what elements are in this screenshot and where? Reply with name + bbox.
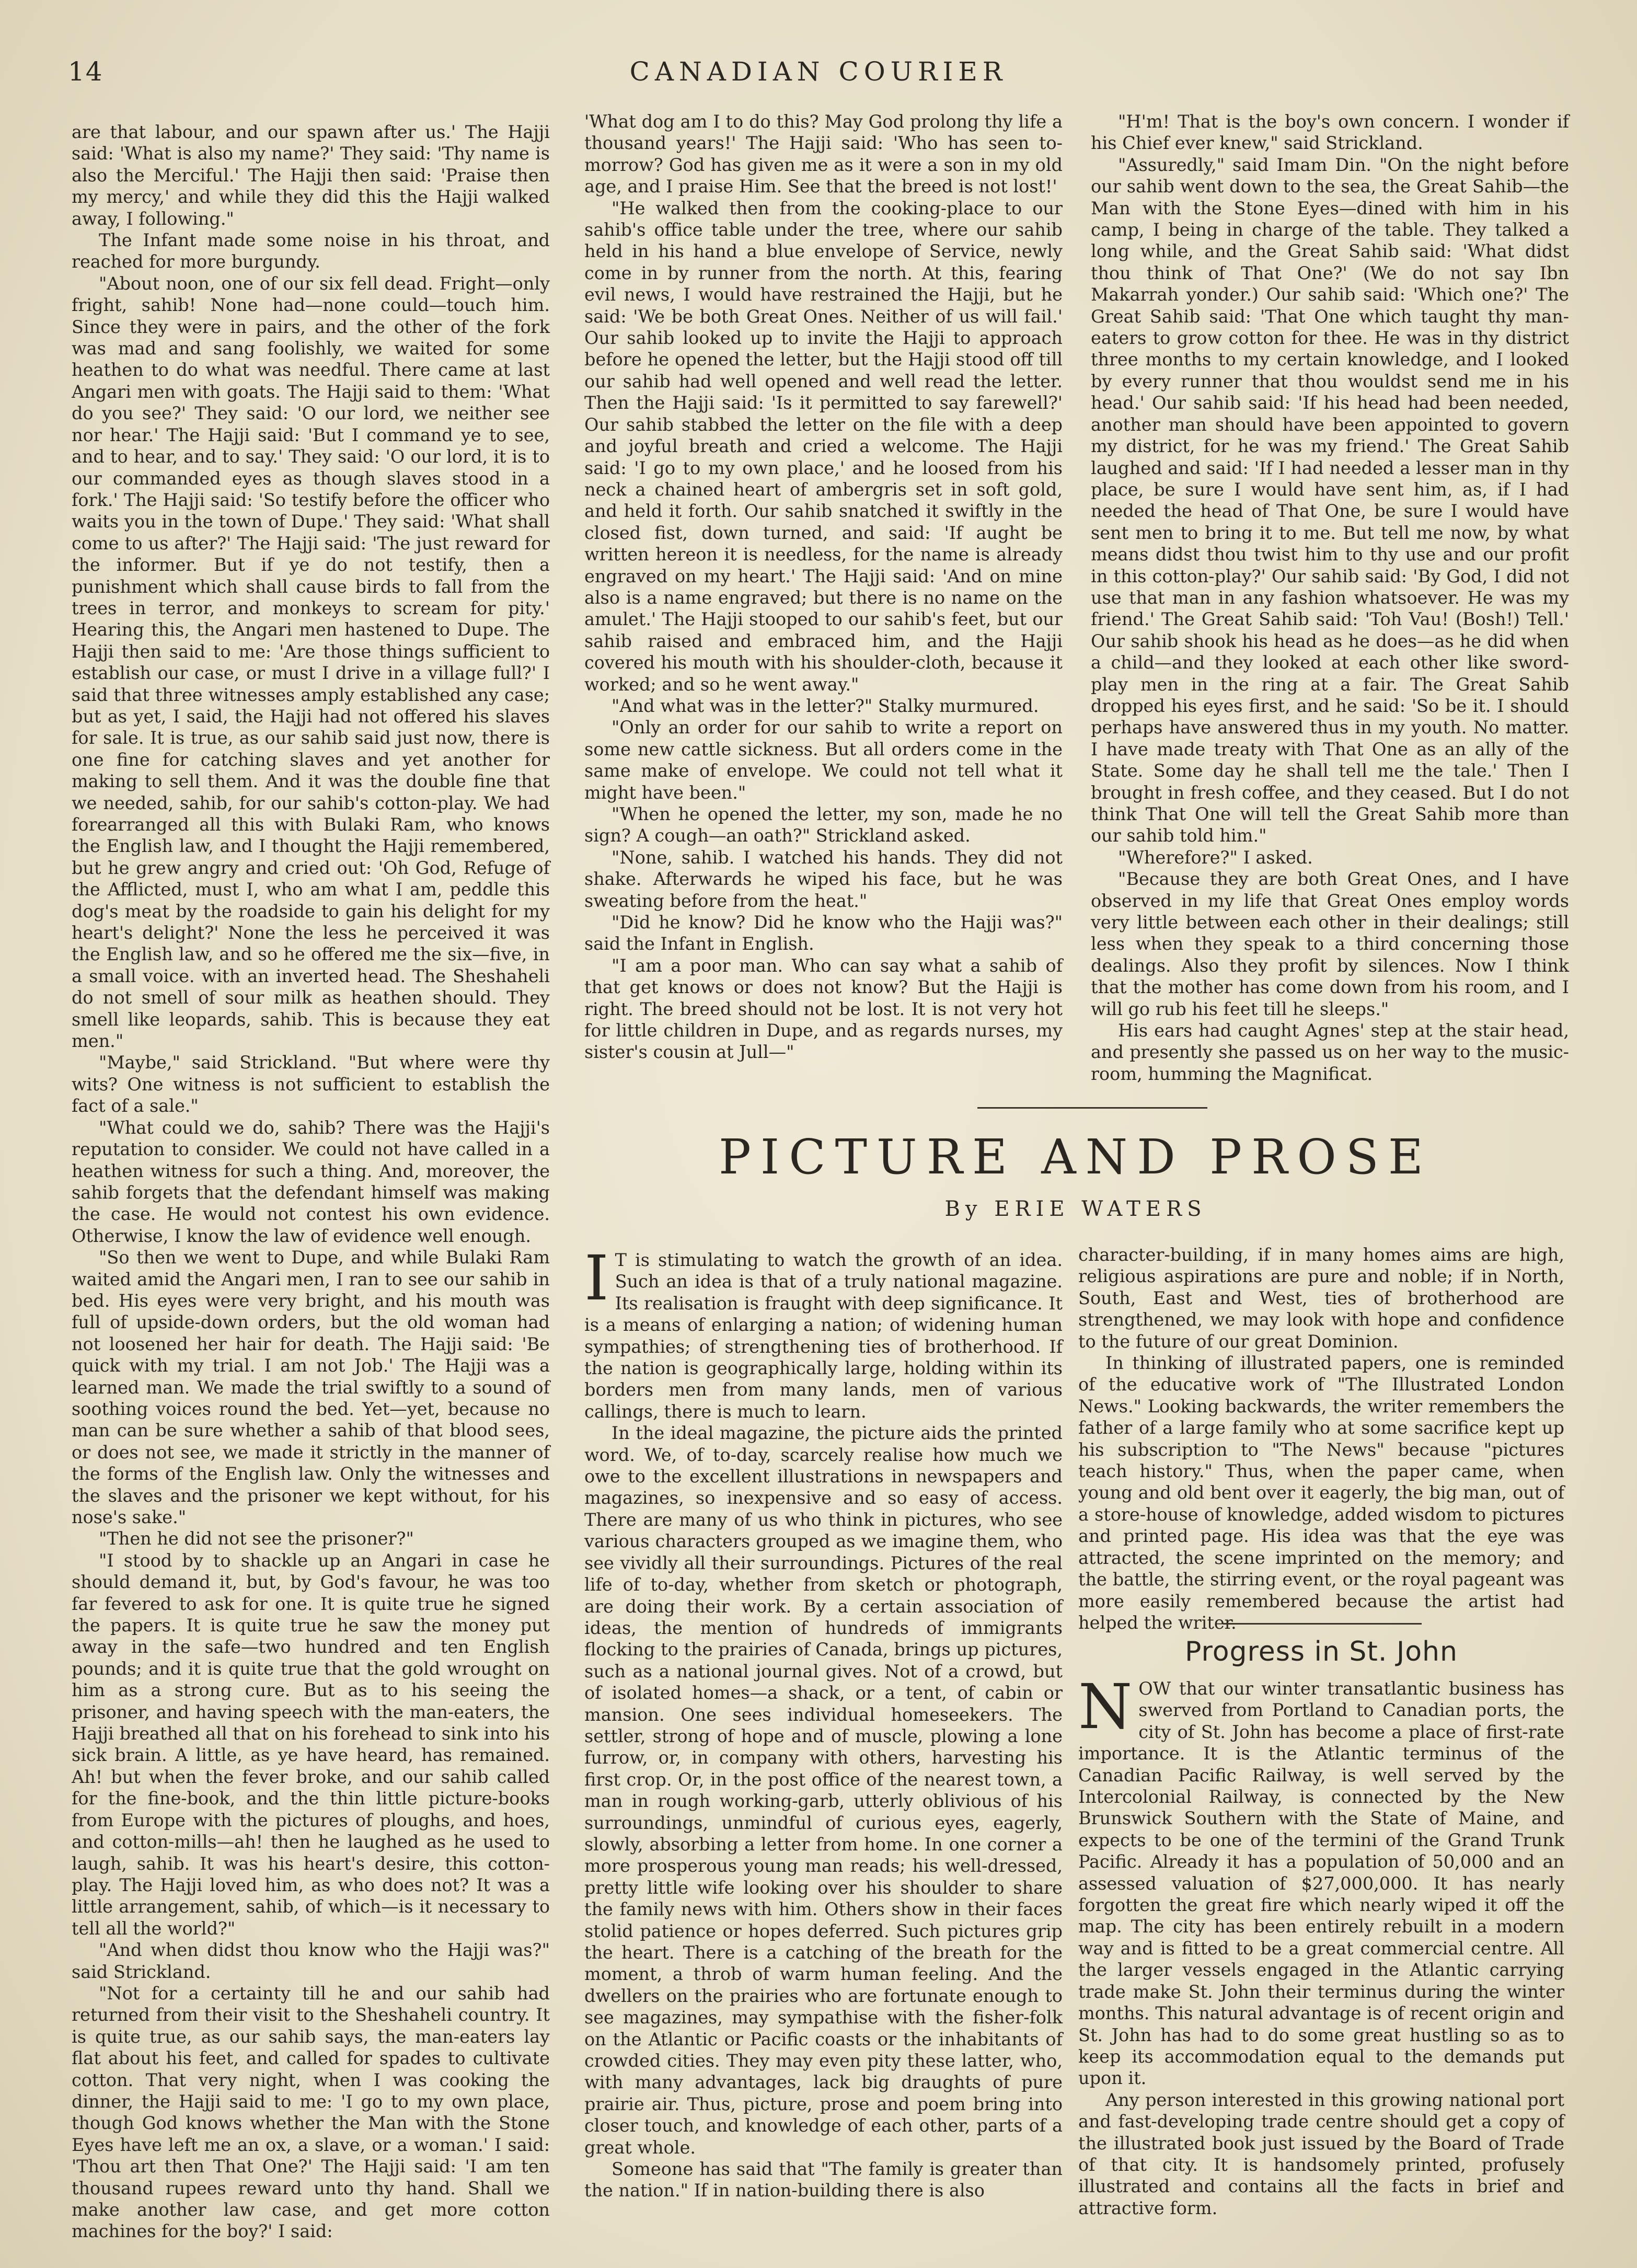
paragraph-text: OW that our winter transatlantic business has swerved from Portland to Canadian ports, the city of St. John has become a place of first-rate importance. It is the Atlantic terminus of the Canadian Pacific Railway, is well served by the Intercolonial Railway, is connected by the New Brunswick Southern with the State of Maine, and expects to be one of the termini of the Grand Trunk Pacific. Already it has a population of 50,000 and an assessed valuation of $27,000,000. It has nearly forgotten the great fire which nearly wiped it off the map. The city has been entirely rebuilt in a modern way and is fitted to be a great commercial centre. All the larger vessels engaged in the Atlantic carrying trade make St. John their terminus during the winter months. This natural advantage is of recent origin and St. John has had to do some great hustling so as to keep its accommodation equal to the demands put upon it.	[1078, 1678, 1564, 2089]
paragraph: "I am a poor man. Who can say what a sahib of that get knows or does not know? But the Hajji is right. The breed should not be lost. It is not very hot for little children in Dupe, and as regards nurses, my sister's cousin at Jull—"	[584, 955, 1063, 1063]
paragraph: "Did he know? Did he know who the Hajji was?" said the Infant in English.	[584, 912, 1063, 954]
paragraph: "About noon, one of our six fell dead. Fright—only fright, sahib! None had—none could—touch him. Since they were in pairs, and the other of the fork was mad and sang foolishly, we waited for some heathen to do what was needful. There came at last Angari men with goats. The Hajji said to them: 'What do you see?' They said: 'O our lord, we neither see nor hear.' The Hajji said: 'But I command ye to see, and to hear, and to say.' They said: 'O our lord, it is to our commanded eyes as though slaves stood in a fork.' The Hajji said: 'So testify before the officer who waits you in the town of Dupe.' They said: 'What shall come to us after?' The Hajji said: 'The just reward for the informer. But if ye do not testify, then a punishment which shall cause birds to fall from the trees in terror, and monkeys to scream for pity.' Hearing this, the Angari men hastened to Dupe. The Hajji then said to me: 'Are those things sufficient to establish our case, or must I drive in a village full?' I said that three witnesses amply established any case; but as yet, I said, the Hajji had not offered his slaves for sale. It is true, as our sahib said just now, there is one fine for catching slaves and yet another for making to sell them. And it was the double fine that we needed, sahib, for our sahib's cotton-play. We had forearranged all this with Bulaki Ram, who knows the English law, and I thought the Hajji remembered, but he grew angry and cried out: 'Oh God, Refuge of the Afflicted, must I, who am what I am, peddle this dog's meat by the roadside to gain his delight for my heart's delight?' None the less he perceived it was the English law, and so he offered me the six—five, in a small voice. with an inverted head. The Sheshaheli do not smell of sour milk as heathen should. They smell like leopards, sahib. This is because they eat men."	[72, 273, 550, 1052]
paragraph: "Then he did not see the prisoner?"	[99, 1528, 414, 1549]
paragraph: "None, sahib. I watched his hands. They did not shake. Afterwards he wiped his face, but he was sweating before from the heat."	[584, 847, 1063, 911]
drop-cap: N	[1078, 1671, 1133, 1743]
journal-name: CANADIAN COURIER	[629, 56, 1008, 87]
story-column-2	[584, 111, 1063, 1114]
story-column-1	[72, 121, 550, 2242]
paragraph: are that labour, and our spawn after us.' The Hajji said: 'What is also my name?' They said: 'Thy name is also the Merciful.' The Hajji then said: 'Praise then my mercy,' and while they did this the Hajji walked away, I following."	[72, 122, 550, 229]
paragraph: "Wherefore?" I asked.	[1118, 847, 1313, 868]
paragraph-text: T is stimulating to watch the growth of an idea. Such an idea is that of a truly national magazine. Its realisation is fraught with deep significance. It is a means of enlarging a nation; of widening human sympathies; of strengthening ties of brotherhood. If the nation is geographically large, holding within its borders men from many lands, men of various callings, there is much to learn.	[584, 1250, 1063, 1422]
paragraph: Any person interested in this growing national port and fast-developing trade centre should get a copy of the illustrated book just issued by the Board of Trade of that city. It is handsomely printed, profusely illustrated and contains all the facts in brief and attractive form.	[1078, 2089, 1564, 2218]
drop-cap: I	[584, 1242, 609, 1314]
story-column-3	[1091, 111, 1569, 1088]
paragraph: "He walked then from the cooking-place to our sahib's office table under the tree, where our sahib held in his hand a blue envelope of Service, newly come in by runner from the north. At this, fearing evil news, I would have restrained the Hajji, but he said: 'We be both Great Ones. Neither of us will fail.' Our sahib looked up to invite the Hajji to approach before he opened the letter, but the Hajji stood off till our sahib had well opened and well read the letter. Then the Hajji said: 'Is it permitted to say farewell?' Our sahib stabbed the letter on the file with a deep and joyful breath and cried a welcome. The Hajji said: 'I go to my own place,' and he loosed from his neck a chained heart of ambergris set in soft gold, and held it forth. Our sahib snatched it swiftly in the closed fist, down turned, and said: 'If aught be written hereon it is needless, for the name is already engraved on my heart.' The Hajji said: 'And on mine also is a name engraved; but there is no name on the amulet.' The Hajji stooped to our sahib's feet, but our sahib raised and embraced him, and the Hajji covered his mouth with his shoulder-cloth, because it worked; and so he went away."	[584, 198, 1063, 695]
paragraph: "And what was in the letter?" Stalky murmured.	[612, 695, 1039, 716]
paragraph: 'What dog am I to do this? May God prolong thy life a thousand years!' The Hajji said: 'Who has seen to-morrow? God has given me as it were a son in my old age, and I praise Him. See that the breed is not lost!'	[584, 111, 1063, 197]
paragraph: "Maybe," said Strickland. "But where were thy wits? One witness is not sufficient to establish the fact of a sale."	[72, 1052, 550, 1116]
page-number: 14	[68, 56, 103, 87]
paragraph	[1078, 1671, 1564, 2089]
paragraph: "What could we do, sahib? There was the Hajji's reputation to consider. We could not have called in a heathen witness for such a thing. And, moreover, the sahib forgets that the defendant himself was making the case. He would not contest his own evidence. Otherwise, I know the law of evidence well enough.	[72, 1117, 550, 1246]
page-header	[68, 56, 1569, 103]
article-title: PICTURE AND PROSE	[719, 1129, 1433, 1185]
article-column-1	[584, 1242, 1063, 2211]
paragraph: "Not for a certainty till he and our sahib had returned from their visit to the Sheshaheli country. It is quite true, as our sahib says, the man-eaters lay flat about his feet, and called for spades to cultivate cotton. That very night, when I was cooking the dinner, the Hajji said to me: 'I go to my own place, though God knows whether the Man with the Stone Eyes have left me an ox, a slave, or a woman.' I said: 'Thou art then That One?' The Hajji said: 'I am ten thousand rupees reward unto thy hand. Shall we make another law case, and get more cotton machines for the boy?' I said:	[72, 1983, 550, 2242]
paragraph: "And when didst thou know who the Hajji was?" said Strickland.	[72, 1940, 550, 1982]
section-divider	[977, 1107, 1207, 1109]
paragraph: His ears had caught Agnes' step at the stair head, and presently she passed us on her way to the music-room, humming the Magnificat.	[1091, 1020, 1569, 1084]
paragraph: In the ideal magazine, the picture aids the printed word. We, of to-day, scarcely realise how much we owe to the excellent illustrations in newspapers and magazines, so inexpensive and so easy of access. There are many of us who think in pictures, who see various characters grouped as we imagine them, who see vividly all their surroundings. Pictures of the real life of to-day, whether from sketch or photograph, are doing their work. By a certain association of ideas, the mention of hundreds of immigrants flocking to the prairies of Canada, brings up pictures, such as a national journal gives. Not of a crowd, but of isolated homes—a shack, or a tent, of cabin or mansion. One sees individual homeseekers. The settler, strong of hope and of muscle, plowing a lone furrow, or, in company with others, harvesting his first crop. Or, in the post office of the nearest town, a man in rough working-garb, utterly oblivious of his surroundings, unmindful of curious eyes, eagerly, slowly, absorbing a letter from home. In one corner a more prosperous young man reads; his well-dressed, pretty little wife looking over his shoulder to share the family news with him. Others show in their faces stolid patience or hopes deferred. Such pictures grip the heart. There is a catching of the breath for the moment, a throb of warm human feeling. And the dwellers on the prairies who are fortunate enough to see magazines, may sympathise with the fisher-folk on the Atlantic or Pacific coasts or the inhabitants of crowded cities. They may even pity these latter, who, with many advantages, lack big draughts of pure prairie air. Thus, picture, prose and poem bring into closer touch, and knowledge of each other, parts of a great whole.	[584, 1423, 1063, 2158]
paragraph: "When he opened the letter, my son, made he no sign? A cough—an oath?" Strickland asked.	[584, 804, 1063, 846]
article-column-2	[1078, 1244, 1564, 1633]
paragraph: "H'm! That is the boy's own concern. I wonder if his Chief ever knew," said Strickland.	[1091, 111, 1569, 154]
paragraph: The Infant made some noise in his throat, and reached for more burgundy.	[72, 230, 550, 272]
article-byline: By ERIE WATERS	[944, 1197, 1207, 1221]
paragraph: "So then we went to Dupe, and while Bulaki Ram waited amid the Angari men, I ran to see our sahib in bed. His eyes were very bright, and his mouth was full of upside-down orders, but the old woman had not loosened her hair for death. The Hajji said: 'Be quick with my trial. I am not Job.' The Hajji was a learned man. We made the trial swiftly to a sound of soothing voices round the bed. Yet—yet, because no man can be sure whether a sahib of that blood sees, or does not see, we made it strictly in the manner of the forms of the English law. Only the witnesses and the slaves and the prisoner we kept without, for his nose's sake."	[72, 1247, 550, 1527]
paragraph: Someone has said that "The family is greater than the nation." If in nation-building there is also	[584, 2159, 1063, 2201]
paragraph: "Assuredly," said Imam Din. "On the night before our sahib went down to the sea, the Great Sahib—the Man with the Stone Eyes—dined with him in his camp, I being in charge of the table. They talked a long while, and the Great Sahib said: 'What didst thou think of That One?' (We do not say Ibn Makarrah yonder.) Our sahib said: 'Which one?' The Great Sahib said: 'That One which taught thy man-eaters to grow cotton for thee. He was in thy district three months to my certain knowledge, and I looked by every runner that thou wouldst send me in his head.' Our sahib said: 'If his head had been needed, another man should have been appointed to govern my district, for he was my friend.' The Great Sahib laughed and said: 'If I had needed a lesser man in thy place, be sure I would have sent him, as, if I had needed the head of That One, be sure I would have sent men to bring it to me. But tell me now, by what means didst thou twist him to thy use and our profit in this cotton-play?' Our sahib said: 'By God, I did not use that man in any fashion whatsoever. He was my friend.' The Great Sahib said: 'Toh Vau! (Bosh!) Tell.' Our sahib shook his head as he does—as he did when a child—and they looked at each other like sword-play men in the ring at a fair. The Great Sahib dropped his eyes first, and he said: 'So be it. I should perhaps have answered thus in my youth. No matter. I have made treaty with That One as an ally of the State. Some day he shall tell me the tale.' Then I brought in fresh coffee, and they ceased. But I do not think That One will tell the Great Sahib more than our sahib told him."	[1091, 154, 1569, 846]
paragraph: "Only an order for our sahib to write a report on some new cattle sickness. But all orders come in the same make of envelope. We could not tell what it might have been."	[584, 717, 1063, 803]
paragraph: "Because they are both Great Ones, and I have observed in my life that Great Ones employ words very little between each other in their dealings; still less when they speak to a third concerning those dealings. Also they profit by silences. Now I think that the mother has come down from his room, and I will go rub his feet till he sleeps."	[1091, 869, 1569, 1019]
section-title: Progress in St. John	[1185, 1636, 1458, 1667]
section-divider	[1223, 1623, 1422, 1625]
paragraph: In thinking of illustrated papers, one is reminded of the educative work of "The Illustrated London News." Looking backwards, the writer remembers the father of a large family who at some sacrifice kept up his subscription to "The News" because "pictures teach history." Thus, when the paper came, when young and old bent over it eagerly, the big man, out of a store-house of knowledge, added wisdom to pictures and printed page. His idea was that the eye was attracted, the scene imprinted on the memory; and the battle, the stirring event, or the royal pageant was more easily remembered because the artist had helped the writer.	[1078, 1353, 1564, 1633]
section-column	[1078, 1671, 1564, 2218]
paragraph: character-building, if in many homes aims are high, religious aspirations are pure and noble; if in North, South, East and West, ties of brotherhood are strengthened, we may look with hope and confidence to the future of our great Dominion.	[1078, 1245, 1564, 1352]
paragraph: "I stood by to shackle up an Angari in case he should demand it, but, by God's favour, he was too far fevered to ask for one. It is quite true he signed the papers. It is quite true he saw the money put away in the safe—two hundred and ten English pounds; and it is quite true that the gold wrought on him as a strong cure. But as to his seeing the prisoner, and having speech with the man-eaters, the Hajji breathed all that on his forehead to sink into his sick brain. A little, as ye have heard, has remained. Ah! but when the fever broke, and our sahib called for the fine-book, and the thin little picture-books from Europe with the pictures of ploughs, and hoes, and cotton-mills—ah! then he laughed as he used to laugh, sahib. It was his heart's desire, this cotton-play. The Hajji loved him, as who does not? It was a little arrangement, sahib, of which—is it necessary to tell all the world?"	[72, 1550, 550, 1939]
paragraph	[584, 1242, 1063, 1422]
